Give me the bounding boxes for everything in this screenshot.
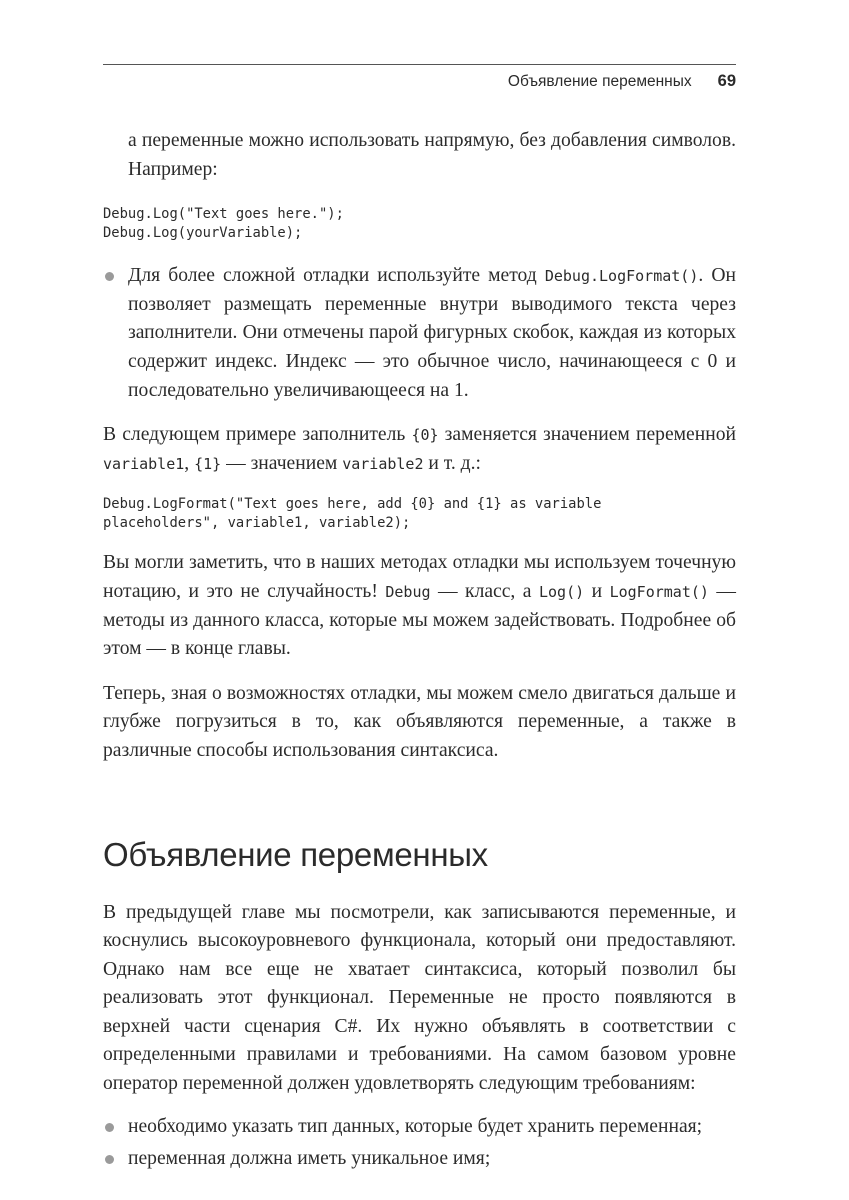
- text-run: Вы могли заметить, что в наших методах отладки мы используем точечную нотацию, и это не случайность!: [103, 552, 736, 602]
- inline-code: variable2: [342, 454, 424, 473]
- running-head: [508, 72, 736, 91]
- text-run: и т. д.:: [423, 452, 481, 474]
- page-number: 69: [717, 72, 736, 90]
- section-paragraph: В предыдущей главе мы посмотрели, как записываются переменные, и коснулись высокоуровневого функционала, который они предоставляют. Однако нам все еще не хватает синтаксиса, который позволил бы реализовать этот функционал. Переменные не просто появляются в верхней части сценария C#. Их нужно объявлять в соответствии с определенными правилами и требованиями. На самом базовом уровне оператор переменной должен удовлетворять следующим требованиям:: [103, 901, 736, 1095]
- inline-code: Log(): [538, 582, 585, 601]
- text-run: — методы из данного класса, которые мы можем задействовать. Подробнее об этом — в конце главы.: [103, 580, 736, 660]
- text-run: Для более сложной отладки используйте метод: [128, 265, 545, 287]
- dot-notation-paragraph: [103, 549, 736, 663]
- text-run: ,: [184, 452, 195, 474]
- list-item: [103, 1145, 736, 1174]
- page-content: [103, 127, 736, 1174]
- placeholder-paragraph: [103, 421, 736, 478]
- inline-code: {0}: [411, 426, 439, 445]
- bullet-icon: [105, 1123, 114, 1132]
- text-run: заменяется значением переменной: [438, 424, 736, 446]
- inline-code: Debug: [385, 582, 431, 601]
- text-run: — класс, а: [430, 580, 539, 602]
- inline-code: {1}: [194, 454, 222, 473]
- inline-code: LogFormat(): [609, 582, 709, 601]
- list-item-logformat: [103, 262, 736, 405]
- text-run: В следующем примере заполнитель: [103, 424, 412, 446]
- code-block-debug-log: Debug.Log("Text goes here."); Debug.Log(yourVariable);: [103, 206, 344, 242]
- text-run: — значением: [221, 452, 343, 474]
- bullet-paragraph: [128, 262, 736, 405]
- text-run: и: [584, 580, 610, 602]
- bullet-icon: [105, 272, 114, 281]
- continued-paragraph: а переменные можно использовать напрямую, без добавления символов. Например:: [128, 130, 736, 180]
- list-item: [103, 1113, 736, 1142]
- transition-paragraph: Теперь, зная о возможностях отладки, мы можем смело двигаться дальше и глубже погрузиться в то, как объявляются переменные, а также в различные способы использования синтаксиса.: [103, 682, 736, 761]
- list-item-text: необходимо указать тип данных, которые будет хранить переменная;: [128, 1115, 703, 1137]
- code-block-logformat: Debug.LogFormat("Text goes here, add {0} and {1} as variable placeholders", variable1, variable2);: [103, 496, 602, 532]
- text-run: . Он позволяет размещать переменные внутри выводимого текста через заполнители. Они отмечены парой фигурных скобок, каждая из которых содержит индекс. Индекс — это обычное число, начинающееся с 0 и последовательно увеличивающееся на 1.: [128, 265, 736, 401]
- running-head-title: Объявление переменных: [507, 73, 692, 90]
- inline-code: variable1: [103, 454, 185, 473]
- section-heading: Объявление переменных: [103, 835, 488, 873]
- header-rule: [103, 64, 736, 65]
- bullet-icon: [105, 1155, 114, 1164]
- inline-code: Debug.LogFormat(): [544, 267, 699, 286]
- list-item-text: переменная должна иметь уникальное имя;: [128, 1148, 491, 1170]
